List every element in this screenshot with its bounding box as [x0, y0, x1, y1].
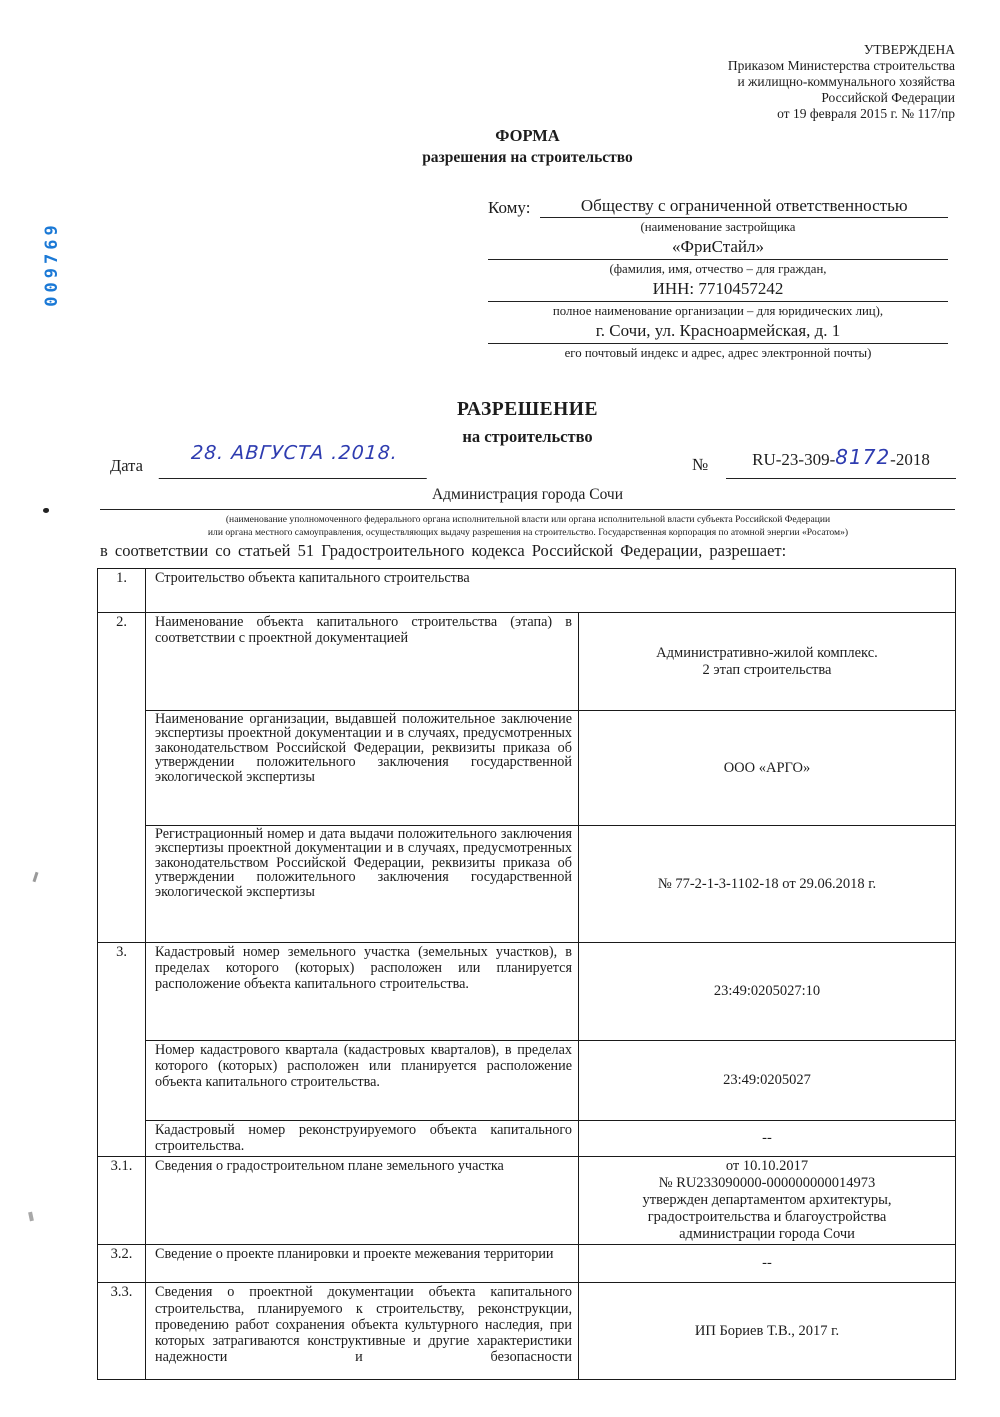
- row-value: [579, 1157, 956, 1245]
- recipient-caption-postal: его почтовый индекс и адрес, адрес электронной почты): [564, 346, 872, 360]
- table-row: [98, 1157, 956, 1245]
- row-num: 1.: [98, 569, 146, 613]
- recipient-inn: ИНН: 7710457242: [488, 279, 948, 302]
- permit-number-label: №: [692, 455, 709, 474]
- scan-artifact: [43, 508, 49, 513]
- table-row: [98, 569, 956, 613]
- row-num: 3.1.: [98, 1157, 146, 1245]
- table-row: [98, 1121, 956, 1157]
- row-label: Сведения о градостроительном плане земельного участка: [146, 1157, 579, 1245]
- table-row: [98, 1245, 956, 1283]
- row-label: Наименование объекта капитального строительства (этапа) в соответствии с проектной документацией: [146, 613, 579, 711]
- approval-line: от 19 февраля 2015 г. № 117/пр: [777, 105, 955, 121]
- row-value-line: № RU233090000-000000000014973: [658, 1175, 876, 1192]
- row-value: № 77-2-1-3-1102-18 от 29.06.2018 г.: [579, 826, 956, 943]
- table-row: [98, 711, 956, 826]
- row-value: 23:49:0205027:10: [579, 943, 956, 1041]
- approval-line: Приказом Министерства строительства: [727, 57, 955, 73]
- authority-caption-line1: (наименование уполномоченного федерального органа исполнительной власти или органа исполнительной власти субъекта Российской Федерации: [225, 514, 831, 525]
- row-num: 3.3.: [98, 1283, 146, 1380]
- row-num: 3.: [98, 943, 146, 1157]
- scan-artifact: [33, 872, 39, 882]
- recipient-label: Кому:: [488, 198, 531, 217]
- permit-number-value: [726, 446, 956, 479]
- table-row: [98, 826, 956, 943]
- row-value-line: Административно-жилой комплекс.: [656, 644, 878, 661]
- row-num: 3.2.: [98, 1245, 146, 1283]
- scan-artifact: [28, 1212, 34, 1222]
- permit-number-handwritten: 8172: [835, 445, 891, 469]
- table-row: [98, 1041, 956, 1121]
- row-value-line: от 10.10.2017: [725, 1158, 809, 1175]
- approval-block: [525, 42, 955, 122]
- recipient-caption-org: полное наименование организации – для юридических лиц),: [552, 304, 884, 318]
- row-value: 23:49:0205027: [579, 1041, 956, 1121]
- row-label: Регистрационный номер и дата выдачи положительного заключения экспертизы проектной документации и в случаях, предусмотренных законодательством Российской Федерации, реквизиты приказа об утверждении положительного заключения государственной экологической экспертизы: [146, 826, 579, 943]
- approval-line: УТВЕРЖДЕНА: [863, 42, 955, 57]
- row-label: Номер кадастрового квартала (кадастровых кварталов), в пределах которого (которых) расположен или планируется расположение объекта капитального строительства.: [146, 1041, 579, 1121]
- recipient-company: «ФриСтайл»: [488, 237, 948, 260]
- row-label: Наименование организации, выдавшей положительное заключение экспертизы проектной документации и в случаях, предусмотренных законодательством Российской Федерации, реквизиты приказа об утверждении положительного заключения государственной экологической экспертизы: [146, 711, 579, 826]
- form-subtitle: разрешения на строительство: [422, 149, 633, 166]
- intro-line: в соответствии со статьей 51 Градостроительного кодекса Российской Федерации, разрешает:: [100, 541, 787, 560]
- row-label: Строительство объекта капитального строительства: [146, 569, 956, 613]
- row-label: Кадастровый номер реконструируемого объекта капитального строительства.: [146, 1121, 579, 1157]
- row-value: --: [579, 1121, 956, 1157]
- table-row: [98, 943, 956, 1041]
- row-label: Кадастровый номер земельного участка (земельных участков), в пределах которого (которых) расположен или планируется расположение объекта капитального строительства.: [146, 943, 579, 1041]
- date-label: Дата: [110, 456, 143, 475]
- table-row: [98, 1283, 956, 1380]
- row-value-line: 2 этап строительства: [702, 661, 832, 678]
- permit-number-suffix: -2018: [890, 450, 930, 469]
- table-row: [98, 613, 956, 711]
- document-stamp-number: 009769: [42, 221, 62, 307]
- row-value-line: градостроительства и благоустройства: [647, 1209, 887, 1226]
- row-value-line: утвержден департаментом архитектуры,: [642, 1192, 892, 1209]
- approval-line: Российской Федерации: [821, 89, 955, 105]
- permit-title: РАЗРЕШЕНИЕ: [457, 399, 598, 420]
- row-value: ИП Бориев Т.В., 2017 г.: [579, 1283, 956, 1380]
- recipient-caption-fio: (фамилия, имя, отчество – для граждан,: [609, 262, 827, 276]
- recipient-name: Обществу с ограниченной ответственностью: [540, 196, 948, 218]
- row-value: ООО «АРГО»: [579, 711, 956, 826]
- recipient-caption-developer: (наименование застройщика: [640, 220, 796, 234]
- recipient-block: [488, 196, 948, 362]
- authority-name: Администрация города Сочи: [431, 486, 624, 503]
- form-title: ФОРМА: [495, 126, 560, 145]
- approval-line: и жилищно-коммунального хозяйства: [737, 73, 955, 89]
- row-label: Сведение о проекте планировки и проекте межевания территории: [146, 1245, 579, 1283]
- authority-caption-line2: или органа местного самоуправления, осуществляющих выдачу разрешения на строительство. Государственная корпорация по атомной энергии «Росатом»): [207, 527, 849, 538]
- row-label: Сведения о проектной документации объекта капитального строительства, планируемого к строительству, реконструкции, проведению работ сохранения объекта культурного наследия, при которых затрагиваются конструктивные и другие характеристики надежности и безопасности: [146, 1283, 579, 1380]
- permit-table: [97, 568, 956, 1380]
- recipient-name-row: [488, 196, 948, 218]
- permit-number-prefix: RU-23-309-: [752, 450, 836, 469]
- date-handwritten-value: 28. АВГУСТА .2018.: [159, 442, 430, 479]
- row-value: --: [579, 1245, 956, 1283]
- recipient-address: г. Сочи, ул. Красноармейская, д. 1: [488, 321, 948, 344]
- row-value: [579, 613, 956, 711]
- row-num: 2.: [98, 613, 146, 943]
- row-value-line: администрации города Сочи: [679, 1226, 855, 1243]
- authority-underline: [100, 509, 955, 510]
- permit-subtitle: на строительство: [462, 427, 593, 446]
